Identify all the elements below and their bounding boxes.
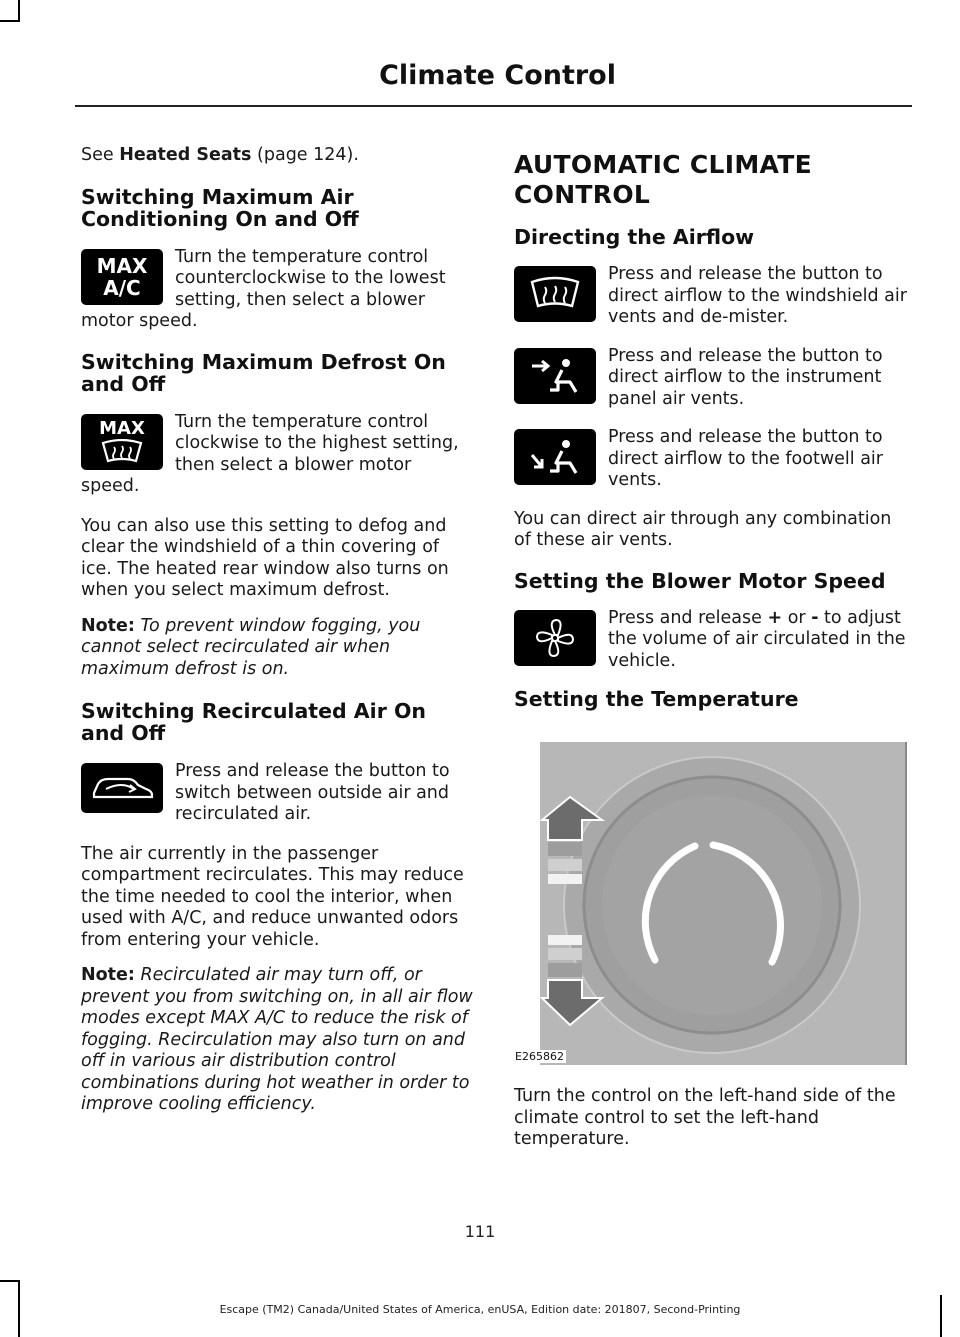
max-defrost-heading: Switching Maximum Defrost On and Off xyxy=(81,349,446,396)
recirc-heading: Switching Recirculated Air On and Off xyxy=(81,699,426,745)
max-defrost-icon: MAX xyxy=(81,414,163,470)
windshield-defrost-icon xyxy=(514,266,596,322)
page-number: 111 xyxy=(464,1222,496,1241)
max-defrost-text: Turn the temperature control clockwise to the highest setting, then select a blower motor speed. xyxy=(81,411,459,496)
section-title: AUTOMATIC CLIMATE CONTROL xyxy=(514,150,812,209)
recirculation-icon xyxy=(81,763,163,813)
windshield-icon xyxy=(99,439,145,465)
footwell-vent-icon xyxy=(514,429,596,485)
airflow-item xyxy=(514,264,908,329)
blower-heading: Setting the Blower Motor Speed xyxy=(514,568,886,593)
airflow-heading: Directing the Airflow xyxy=(514,225,755,249)
max-defrost-note: Note: To prevent window fogging, you cannot select recirculated air when maximum defrost is on. xyxy=(81,615,421,679)
max-defrost-paragraph: You can also use this setting to defog and clear the windshield of a thin covering of ice. The heated rear window also turns on when you select maximum defrost. xyxy=(81,515,449,600)
max-defrost-block xyxy=(81,412,475,498)
temperature-dial-figure xyxy=(540,742,907,1065)
airflow-text: Press and release the button to direct airflow to the footwell air vents. xyxy=(608,427,883,490)
airflow-text: Press and release the button to direct airflow to the windshield air vents and de-mister. xyxy=(608,264,907,327)
figure-label: E265862 xyxy=(515,1050,564,1063)
heated-seats-link[interactable]: Heated Seats xyxy=(119,145,252,165)
airflow-text: Press and release the button to direct airflow to the instrument panel air vents. xyxy=(608,345,883,409)
recirc-text: Press and release the button to switch between outside air and recirculated air. xyxy=(175,761,450,824)
recirc-note: Note: Recirculated air may turn off, or prevent you from switching on, in all air flow modes except MAX A/C to reduce the risk of fogging. Recirculation may also turn on and off in various air distribution control combinations during hot weather in order to improve cooling efficiency. xyxy=(81,965,473,1114)
airflow-item xyxy=(514,427,908,492)
see-reference: See Heated Seats (page 124). xyxy=(81,145,359,165)
panel-vent-icon xyxy=(514,348,596,404)
blower-block xyxy=(514,608,908,673)
page-title: Climate Control xyxy=(379,60,616,91)
crop-mark xyxy=(0,1280,20,1282)
crop-mark xyxy=(18,0,20,22)
temperature-dial-illustration xyxy=(540,742,905,1065)
airflow-paragraph: You can direct air through any combination of these air vents. xyxy=(514,508,892,550)
recirc-paragraph: The air currently in the passenger compartment recirculates. This may reduce the time needed to cool the interior, when used with A/C, and reduce unwanted odors from entering your vehicle. xyxy=(81,843,464,950)
left-column xyxy=(81,145,475,1116)
right-column xyxy=(514,150,908,710)
fan-icon xyxy=(514,610,596,666)
airflow-item xyxy=(514,346,908,411)
max-ac-heading: Switching Maximum Air Conditioning On and Off xyxy=(81,184,359,231)
max-ac-block xyxy=(81,247,475,333)
crop-mark xyxy=(940,1295,942,1337)
crop-mark xyxy=(0,20,20,22)
max-ac-text: Turn the temperature control counterclockwise to the lowest setting, then select a blower motor speed. xyxy=(81,246,446,331)
blower-text: Press and release + or - to adjust the volume of air circulated in the vehicle. xyxy=(608,607,906,671)
recirc-block xyxy=(81,761,475,826)
temperature-heading: Setting the Temperature xyxy=(514,687,799,711)
temperature-text: Turn the control on the left-hand side of the climate control to set the left-hand temperature. xyxy=(514,1086,896,1149)
max-ac-icon: MAX A/C xyxy=(81,249,163,305)
footer-text: Escape (TM2) Canada/United States of America, enUSA, Edition date: 201807, Second-Printing xyxy=(219,1303,741,1316)
header-rule xyxy=(75,105,912,107)
